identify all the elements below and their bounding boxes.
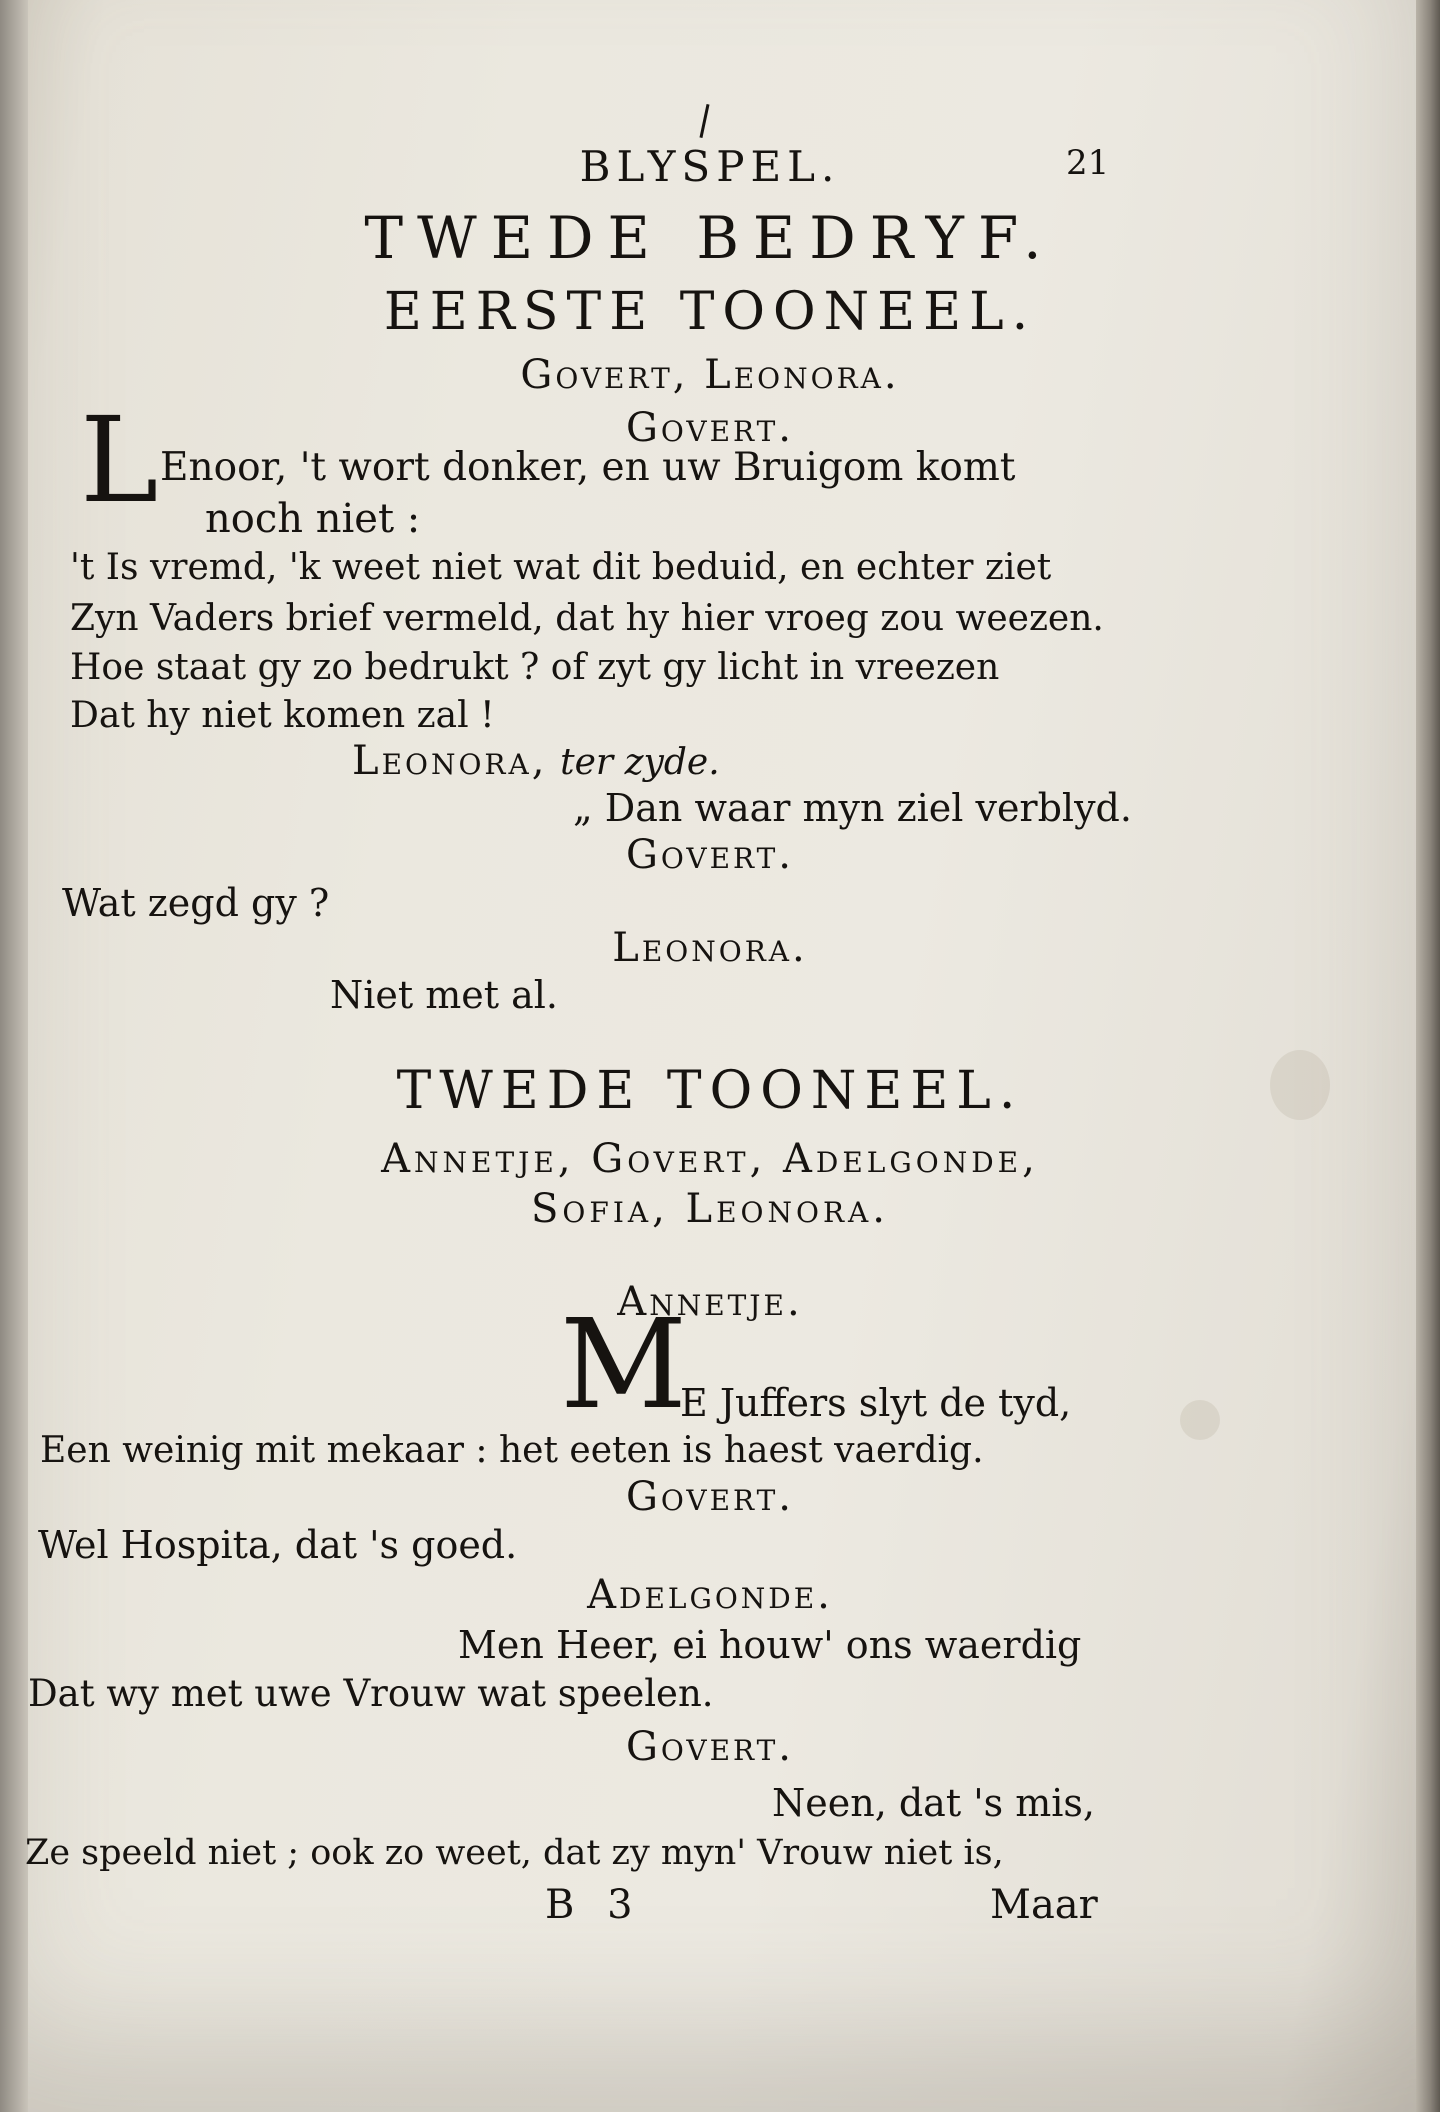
speaker-name: Adelgonde. [587, 1572, 833, 1618]
verse-line: noch niet : [205, 496, 421, 542]
scene-title: TWEDE TOONEEL. [396, 1061, 1024, 1121]
page-number: 21 [1066, 143, 1110, 183]
verse-line: Ze speeld niet ; ook zo weet, dat zy myn' Vrouw niet is, [25, 1833, 1004, 1873]
verse-line: Niet met al. [330, 973, 558, 1017]
speaker-with-direction [352, 738, 720, 786]
speaker-name: Govert. [625, 1724, 795, 1770]
verse-line: Hoe staat gy zo bedrukt ? of zyt gy licht in vreezen [70, 647, 1000, 688]
speaker-name: Leonora, [352, 738, 548, 784]
verse-line: Dat hy niet komen zal ! [70, 695, 495, 736]
verse-line: 't Is vremd, 'k weet niet wat dit beduid, en echter ziet [70, 547, 1052, 588]
speaker-name: Govert. [625, 1474, 795, 1520]
verse-line: Neen, dat 's mis, [772, 1781, 1095, 1825]
stage-direction: ter zyde. [560, 742, 720, 783]
speaker-name: Annetje. [617, 1279, 803, 1325]
act-title: TWEDE BEDRYF. [364, 204, 1056, 272]
pencil-mark [699, 104, 709, 138]
verse-line: Enoor, 't wort donker, en uw Bruigom komt [160, 445, 1016, 490]
drop-cap: M [560, 1293, 687, 1437]
speaker-name: Govert. [625, 832, 795, 878]
speaker-name: Govert. [625, 405, 795, 451]
verse-line: E Juffers slyt de tyd, [680, 1381, 1072, 1425]
scene-characters: Govert, Leonora. [520, 352, 900, 398]
signature-mark: B 3 [545, 1882, 643, 1928]
verse-line: Wat zegd gy ? [62, 881, 330, 925]
verse-line: „ Dan waar myn ziel verblyd. [573, 786, 1132, 830]
speaker-name: Leonora. [612, 925, 808, 971]
verse-line: Zyn Vaders brief vermeld, dat hy hier vroeg zou weezen. [70, 598, 1104, 639]
running-title: BLYSPEL. [579, 142, 841, 191]
verse-line: Men Heer, ei houw' ons waerdig [458, 1623, 1082, 1667]
verse-line: Een weinig mit mekaar : het eeten is haest vaerdig. [40, 1430, 984, 1471]
scene-characters: Sofia, Leonora. [531, 1186, 889, 1232]
verse-line: Wel Hospita, dat 's goed. [38, 1523, 518, 1567]
drop-cap: L [80, 391, 159, 529]
scene-title: EERSTE TOONEEL. [383, 282, 1037, 342]
catchword: Maar [990, 1882, 1098, 1928]
verse-line: Dat wy met uwe Vrouw wat speelen. [28, 1672, 714, 1715]
scene-characters: Annetje, Govert, Adelgonde, [381, 1136, 1039, 1182]
